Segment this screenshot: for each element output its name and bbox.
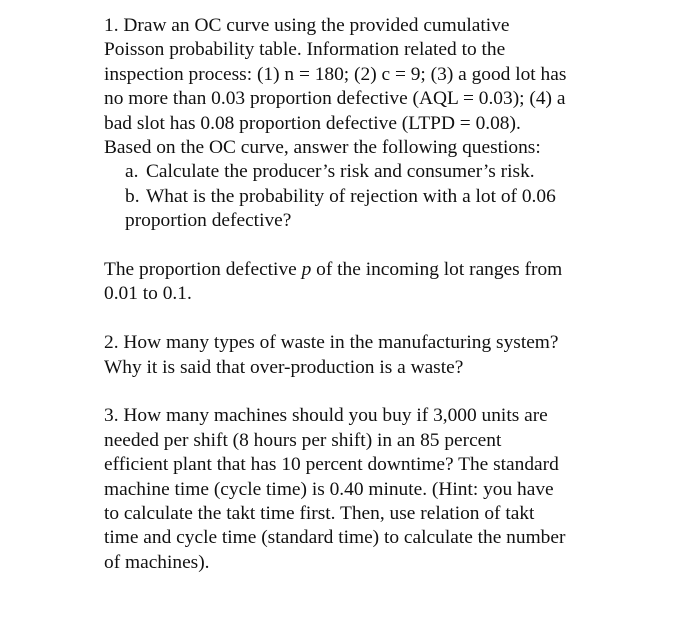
range-note-suffix: of the incoming lot ranges from: [311, 259, 563, 281]
range-note-line-1: [104, 258, 674, 282]
q3-line-6: time and cycle time (standard time) to calculate the number: [104, 527, 566, 549]
q1-subquestion-a: [104, 160, 674, 184]
document: [104, 14, 674, 575]
q1-sub-b-line-1: What is the probability of rejection with a lot of 0.06: [146, 185, 556, 207]
q3-line-1: 3. How many machines should you buy if 3,000 units are: [104, 405, 548, 427]
range-note-prefix: The proportion defective: [104, 259, 302, 281]
q3-line-4: machine time (cycle time) is 0.40 minute. (Hint: you have: [104, 478, 554, 500]
question-1: [104, 14, 674, 234]
question-2: [104, 331, 674, 380]
range-note: [104, 258, 674, 307]
range-note-variable: p: [301, 259, 312, 281]
q3-line-2: needed per shift (8 hours per shift) in an 85 percent: [104, 429, 502, 451]
q3-line-7: of machines).: [104, 551, 210, 573]
q1-line-2: Poisson probability table. Information related to the: [104, 39, 506, 61]
q1-sub-b-label: b.: [125, 185, 140, 207]
q3-line-3: efficient plant that has 10 percent downtime? The standard: [104, 454, 559, 476]
q1-sub-a-text: Calculate the producer’s risk and consumer’s risk.: [146, 161, 535, 183]
q1-sub-b-line-2: proportion defective?: [125, 210, 292, 232]
q2-line-1: 2. How many types of waste in the manufacturing system?: [104, 332, 559, 354]
q1-sub-a-label: a.: [125, 161, 139, 183]
question-3: [104, 404, 674, 575]
q2-line-2: Why it is said that over-production is a waste?: [104, 356, 464, 378]
q1-line-4: no more than 0.03 proportion defective (AQL = 0.03); (4) a: [104, 88, 566, 110]
q1-subquestion-b: [104, 185, 674, 234]
q1-line-1: 1. Draw an OC curve using the provided cumulative: [104, 15, 510, 36]
q1-line-6: Based on the OC curve, answer the following questions:: [104, 137, 541, 159]
q1-line-5: bad slot has 0.08 proportion defective (LTPD = 0.08).: [104, 112, 521, 134]
q3-line-5: to calculate the takt time first. Then, use relation of takt: [104, 503, 535, 525]
q1-line-3: inspection process: (1) n = 180; (2) c = 9; (3) a good lot has: [104, 63, 567, 85]
range-note-line-2: 0.01 to 0.1.: [104, 283, 192, 305]
